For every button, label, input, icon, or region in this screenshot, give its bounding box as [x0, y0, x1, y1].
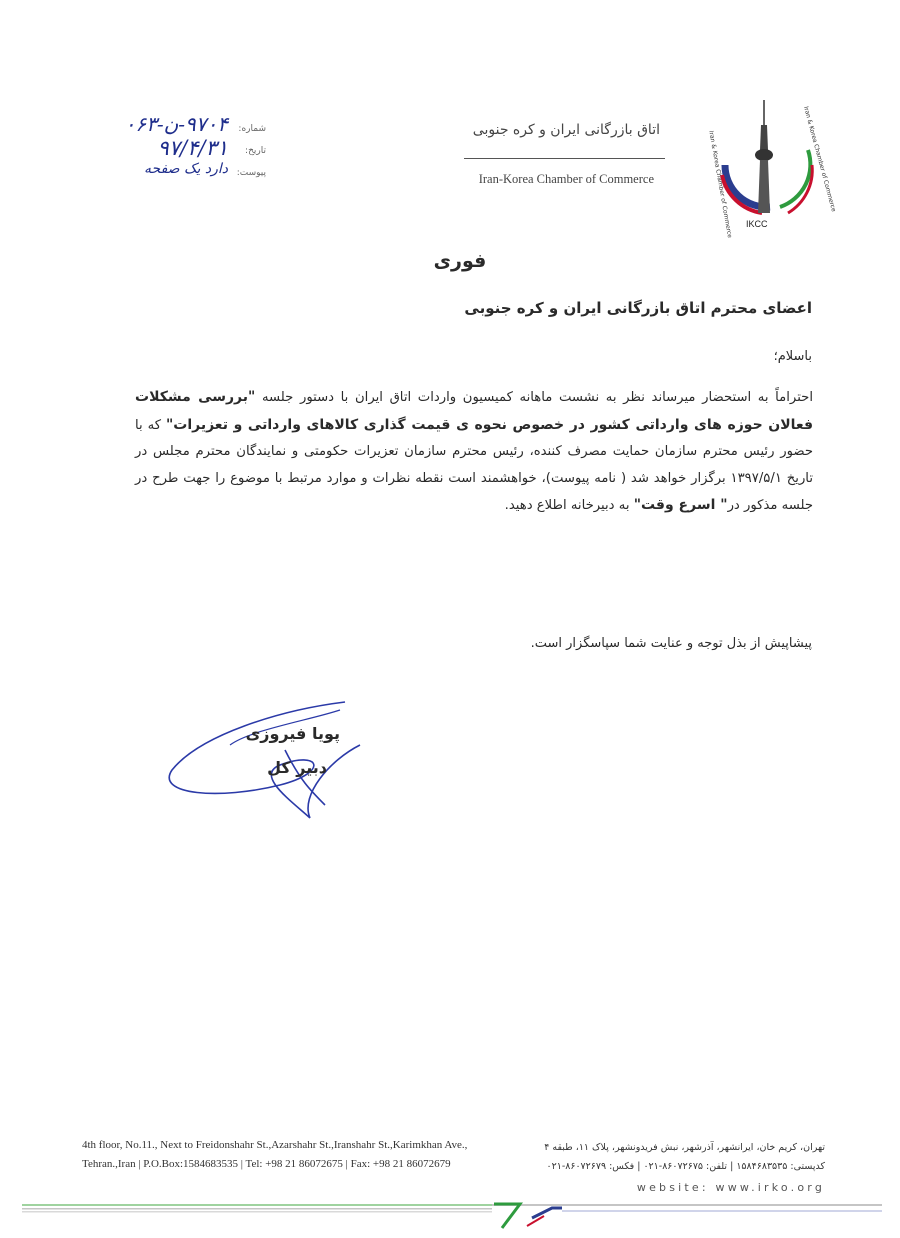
body-text-2: که با حضور رئیس محترم سازمان حمایت مصرف کننده، رئیس محترم سازمان تعزیرات حکومتی و نمایندگان محترم مجلس در تاریخ ۱۳۹۷/۵/۱ برگزار خواهد شد ( نامه پیوست)، خواهشمند است نقطه نظرات و موارد مرتبط با موضوع را جهت طرح در جلسه مذکور در: [135, 417, 813, 514]
svg-text:Iran & Korea Chamber of Commer: Iran & Korea Chamber of Commerce: [802, 105, 837, 213]
letter-number: ۹۷۰۴-ن-۰۶۳: [124, 112, 228, 136]
signer-title: دبیر کل: [267, 758, 327, 777]
header-divider: [464, 158, 665, 159]
footer-graphic-bar: [22, 1196, 882, 1236]
recipient: اعضای محترم اتاق بازرگانی ایران و کره جنوبی: [464, 299, 812, 317]
body-text-1: احتراماً به استحضار میرساند نظر به نشست ماهانه کمیسیون واردات اتاق ایران با دستور جلسه: [255, 390, 813, 405]
body-emphasis-1: "بررسی مشکلات فعالان حوزه های وارداتی کشور در خصوص نحوه ی قیمت گذاری کالاهای وارداتی و تعزیرات": [135, 389, 814, 433]
body-text-3: به دبیرخانه اطلاع دهید.: [504, 498, 634, 514]
svg-text:Iran & Korea Chamber of Commer: Iran & Korea Chamber of Commerce: [707, 130, 734, 239]
address-en-line2: Tehran.,Iran | P.O.Box:1584683535 | Tel: +98 21 86072675 | Fax: +98 21 86072679: [82, 1158, 451, 1170]
logo-abbr: IKCC: [746, 219, 768, 229]
address-fa-line2: کدپستی: ۱۵۸۴۶۸۳۵۳۵ | تلفن: ۸۶۰۷۲۶۷۵-۰۲۱ | فکس: ۸۶۰۷۲۶۷۹-۰۲۱: [546, 1161, 825, 1172]
ikcc-logo: [700, 95, 837, 239]
letter-body: [135, 384, 813, 520]
date-label: تاریخ:: [245, 146, 266, 156]
signer-name: پویا فیروزی: [245, 724, 340, 743]
closing-line: پیشاپیش از بذل توجه و عنایت شما سپاسگزار است.: [530, 636, 812, 651]
body-emphasis-2: " اسرع وقت": [633, 497, 728, 514]
org-name-fa: اتاق بازرگانی ایران و کره جنوبی: [472, 122, 660, 138]
address-fa-line1: تهران، کریم خان، ایرانشهر، آذرشهر، نبش فریدونشهر، پلاک ۱۱، طبقه ۴: [544, 1142, 825, 1153]
attachment-value: دارد یک صفحه: [144, 161, 228, 177]
urgency-label: فوری: [433, 250, 487, 272]
address-en-line1: 4th floor, No.11., Next to Freidonshahr St.,Azarshahr St.,Iranshahr St.,Karimkhan Ave.,: [82, 1139, 468, 1151]
greeting: باسلام؛: [773, 349, 812, 364]
tower-logo-icon: [700, 95, 837, 239]
website-link[interactable]: website: www.irko.org: [636, 1181, 825, 1194]
number-label: شماره:: [238, 124, 266, 134]
org-name-en: Iran-Korea Chamber of Commerce: [478, 172, 654, 186]
attachment-label: پیوست:: [236, 168, 266, 178]
letter-date: ۹۷/۴/۳۱: [157, 136, 228, 160]
